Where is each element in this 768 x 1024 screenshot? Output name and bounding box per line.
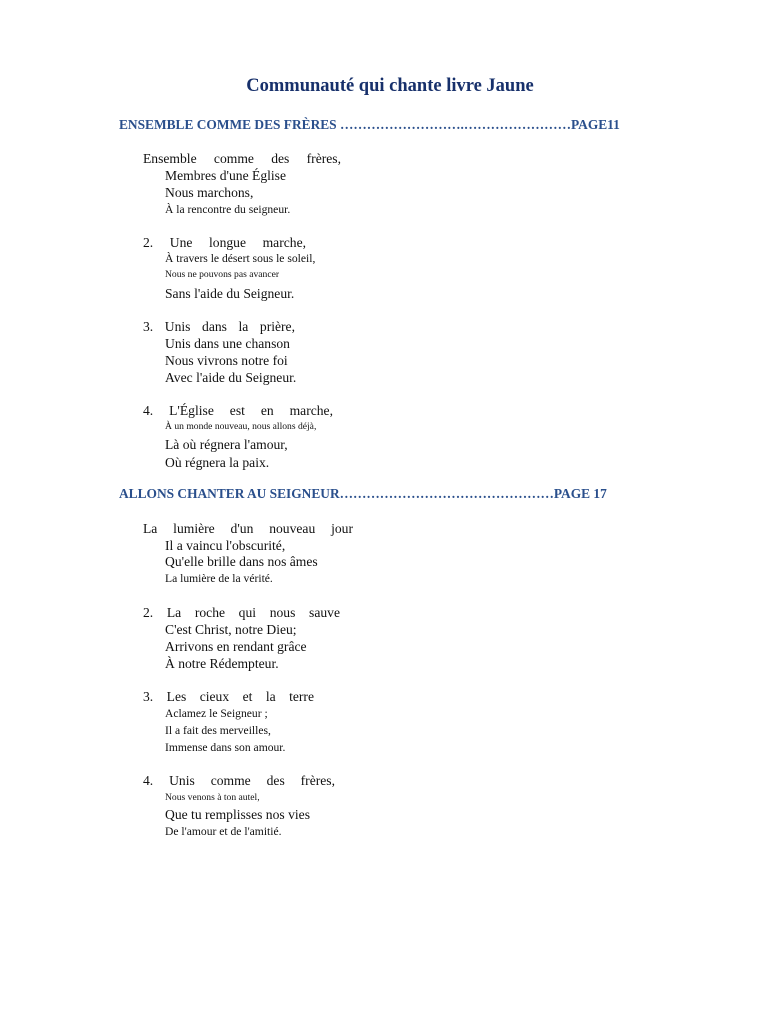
lyric-line: La lumière de la vérité. bbox=[165, 572, 273, 585]
lyric-line: Unis dans une chanson bbox=[165, 336, 290, 351]
lyric-line: 2. Une longue marche, bbox=[143, 235, 306, 250]
lyric-line: Ensemble comme des frères, bbox=[143, 151, 341, 166]
lyric-line: Membres d'une Église bbox=[165, 168, 286, 183]
lyric-line: Que tu remplisses nos vies bbox=[165, 807, 310, 822]
section-heading: ALLONS CHANTER AU SEIGNEUR…………………………………………PAGE 17 bbox=[119, 486, 607, 501]
lyric-line: Il a fait des merveilles, bbox=[165, 724, 271, 737]
lyric-line: Immense dans son amour. bbox=[165, 741, 286, 754]
lyric-line: C'est Christ, notre Dieu; bbox=[165, 622, 297, 637]
lyric-line: À un monde nouveau, nous allons déjà, bbox=[165, 421, 317, 432]
lyric-line: Là où régnera l'amour, bbox=[165, 437, 288, 452]
lyric-line: Sans l'aide du Seigneur. bbox=[165, 286, 295, 301]
lyric-line: Avec l'aide du Seigneur. bbox=[165, 370, 297, 385]
lyric-line: À travers le désert sous le soleil, bbox=[165, 252, 316, 265]
document-title: Communauté qui chante livre Jaune bbox=[246, 76, 534, 96]
lyric-line: 4. Unis comme des frères, bbox=[143, 773, 335, 788]
section-heading: ENSEMBLE COMME DES FRÈRES ……………………….……………………PAGE11 bbox=[119, 117, 620, 132]
lyric-line: Nous venons à ton autel, bbox=[165, 792, 260, 803]
lyric-line: À la rencontre du seigneur. bbox=[165, 203, 291, 216]
lyric-line: La lumière d'un nouveau jour bbox=[143, 521, 353, 536]
lyric-line: Nous vivrons notre foi bbox=[165, 353, 288, 368]
lyric-line: Aclamez le Seigneur ; bbox=[165, 707, 268, 720]
lyric-line: Nous marchons, bbox=[165, 185, 254, 200]
lyric-line: Arrivons en rendant grâce bbox=[165, 639, 307, 654]
lyric-line: 3. Les cieux et la terre bbox=[143, 689, 314, 704]
lyric-line: 4. L'Église est en marche, bbox=[143, 403, 333, 418]
lyric-line: 2. La roche qui nous sauve bbox=[143, 605, 340, 620]
lyric-line: Où régnera la paix. bbox=[165, 455, 270, 470]
lyric-line: À notre Rédempteur. bbox=[165, 656, 279, 671]
lyric-line: Il a vaincu l'obscurité, bbox=[165, 538, 286, 553]
lyric-line: De l'amour et de l'amitié. bbox=[165, 825, 282, 838]
lyric-line: Nous ne pouvons pas avancer bbox=[165, 269, 280, 280]
lyric-line: Qu'elle brille dans nos âmes bbox=[165, 554, 318, 569]
lyric-line: 3. Unis dans la prière, bbox=[143, 319, 295, 334]
